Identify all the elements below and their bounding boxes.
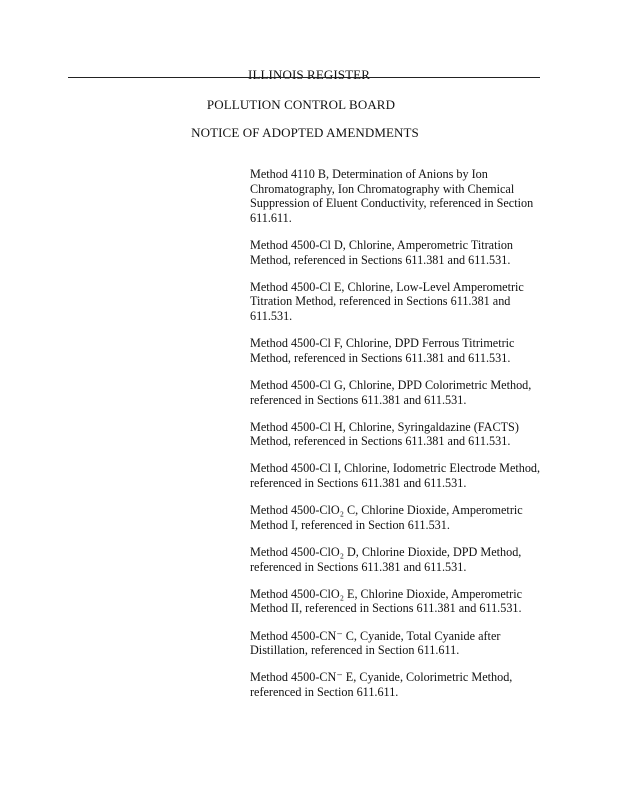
method-entry xyxy=(250,378,550,407)
method-entry xyxy=(250,587,550,616)
method-entry-line: Titration Method, referenced in Sections 611.381 and xyxy=(250,294,511,309)
method-entry xyxy=(250,545,550,574)
method-entry-line: referenced in Section 611.611. xyxy=(250,684,399,699)
method-entry-line: Method 4500-Cl I, Chlorine, Iodometric Electrode Method, xyxy=(250,461,541,476)
register-title: ILLINOIS REGISTER xyxy=(248,67,370,82)
method-entry-line: Method, referenced in Sections 611.381 and 611.531. xyxy=(250,350,511,365)
method-entry-line: Chromatography, Ion Chromatography with Chemical xyxy=(250,181,515,196)
method-entry-line: referenced in Sections 611.381 and 611.531. xyxy=(250,559,467,574)
method-entry-line: Method I, referenced in Section 611.531. xyxy=(250,517,450,532)
method-entry-line: Method 4500-Cl G, Chlorine, DPD Colorimetric Method, xyxy=(250,377,532,392)
method-entry-line: Method 4500-Cl D, Chlorine, Amperometric Titration xyxy=(250,237,514,252)
method-entry-line: Suppression of Eluent Conductivity, referenced in Section xyxy=(250,196,534,211)
method-entry-line: 611.531. xyxy=(250,308,293,323)
method-entry xyxy=(250,336,550,365)
method-entry-line: Method, referenced in Sections 611.381 and 611.531. xyxy=(250,252,511,267)
method-list xyxy=(250,167,550,712)
method-entry xyxy=(250,238,550,267)
method-entry-line: Method, referenced in Sections 611.381 and 611.531. xyxy=(250,434,511,449)
method-entry xyxy=(250,167,550,225)
method-entry-line: 611.611. xyxy=(250,210,292,225)
method-entry-line: referenced in Sections 611.381 and 611.531. xyxy=(250,476,467,491)
method-entry-line: Method 4500-CN⁻ E, Cyanide, Colorimetric Method, xyxy=(250,670,513,685)
method-entry-line: Method 4500-ClO₂ D, Chlorine Dioxide, DPD Method, xyxy=(250,545,522,560)
method-entry xyxy=(250,670,550,699)
notice-title: NOTICE OF ADOPTED AMENDMENTS xyxy=(191,125,419,140)
method-entry-line: Distillation, referenced in Section 611.611. xyxy=(250,643,460,658)
method-entry xyxy=(250,280,550,324)
method-entry-line: Method 4500-Cl F, Chlorine, DPD Ferrous Titrimetric xyxy=(250,336,515,351)
method-entry-line: Method 4500-Cl E, Chlorine, Low-Level Amperometric xyxy=(250,279,524,294)
method-entry-line: Method 4500-CN⁻ C, Cyanide, Total Cyanide after xyxy=(250,628,501,643)
method-entry-line: Method 4500-ClO₂ E, Chlorine Dioxide, Amperometric xyxy=(250,586,522,601)
method-entry xyxy=(250,420,550,449)
method-entry xyxy=(250,503,550,532)
board-title: POLLUTION CONTROL BOARD xyxy=(206,97,396,112)
method-entry-line: Method 4500-Cl H, Chlorine, Syringaldazine (FACTS) xyxy=(250,419,519,434)
method-entry-line: Method 4110 B, Determination of Anions by Ion xyxy=(250,167,488,181)
method-entry xyxy=(250,461,550,490)
method-entry-line: Method II, referenced in Sections 611.381 and 611.531. xyxy=(250,601,522,616)
method-entry xyxy=(250,629,550,658)
header-rule xyxy=(68,77,540,78)
method-entry-line: referenced in Sections 611.381 and 611.531. xyxy=(250,392,467,407)
method-entry-line: Method 4500-ClO₂ C, Chlorine Dioxide, Amperometric xyxy=(250,503,523,518)
